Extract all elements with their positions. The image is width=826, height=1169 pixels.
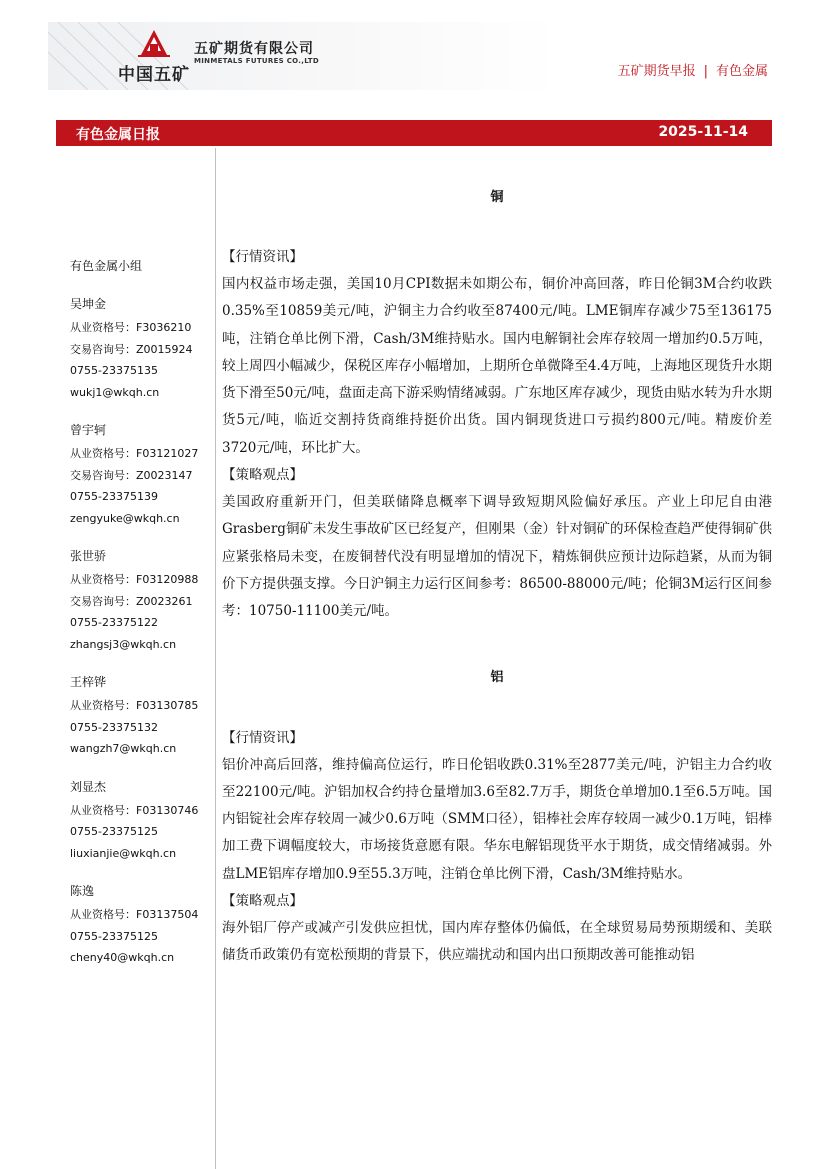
aluminum-market-heading: 【行情资讯】 [222, 729, 303, 746]
analyst-consult-no: 交易咨询号：Z0023261 [70, 594, 193, 608]
analyst-phone: 0755-23375135 [70, 364, 158, 377]
copper-strategy-text: 美国政府重新开门，但美联储降息概率下调导致短期风险偏好承压。产业上印尼自由港Grasberg铜矿未发生事故矿区已经复产，但刚果（金）针对铜矿的环保检查趋严使得铜矿供应紧张格局未变，在废铜替代没有明显增加的情况下，精炼铜供应预计边际趋紧，从而为铜价下方提供强支撑。今日沪铜主力运行区间参考：86500-88000元/吨；伦铜3M运行区间参考：10750-11100美元/吨。 [222, 494, 772, 620]
report-category: 有色金属 [715, 64, 768, 79]
analyst-phone: 0755-23375125 [70, 929, 158, 943]
analyst-name: 陈逸 [70, 884, 95, 898]
analyst-name: 张世骄 [70, 549, 107, 563]
minmetals-logo-icon [136, 28, 172, 58]
report-title: 有色金属日报 [76, 127, 160, 143]
report-date: 2025-11-14 [658, 124, 748, 140]
analyst-email[interactable]: cheny40@wkqh.cn [70, 951, 175, 964]
analyst-name: 王梓铧 [70, 675, 107, 689]
analyst-card [70, 777, 210, 865]
report-type: 五矿期货早报 [617, 64, 696, 79]
analyst-email[interactable]: liuxianjie@wkqh.cn [70, 846, 177, 860]
analyst-card [70, 420, 210, 529]
analyst-sidebar [70, 257, 210, 986]
analyst-qualification: 从业资格号：F3036210 [70, 321, 192, 334]
company-name-cn: 五矿期货有限公司 [194, 41, 314, 57]
team-name: 有色金属小组 [70, 259, 143, 273]
analyst-qualification: 从业资格号：F03121027 [70, 447, 199, 460]
analyst-email[interactable]: wangzh7@wkqh.cn [70, 742, 177, 755]
analyst-name: 吴坤金 [70, 297, 107, 311]
copper-strategy-heading: 【策略观点】 [222, 467, 303, 484]
company-name-en: MINMETALS FUTURES CO.,LTD [194, 57, 319, 65]
analyst-qualification: 从业资格号：F03130746 [70, 803, 199, 817]
analyst-card [70, 546, 210, 655]
aluminum-strategy-text: 海外铝厂停产或减产引发供应担忧，国内库存整体仍偏低，在全球贸易局势预期缓和、美联储货币政策仍有宽松预期的背景下，供应端扰动和国内出口预期改善可能推动铝 [222, 920, 772, 964]
header-separator: | [703, 64, 708, 79]
analyst-card [70, 294, 210, 403]
section-title-copper: 铜 [490, 190, 504, 205]
analyst-email[interactable]: zengyuke@wkqh.cn [70, 511, 180, 525]
report-label [618, 60, 768, 79]
analyst-phone: 0755-23375122 [70, 616, 158, 629]
main-content [222, 148, 772, 970]
analyst-card [70, 672, 210, 760]
analyst-name: 曾宇轲 [70, 423, 107, 437]
logo-text: 中国五矿 [118, 65, 190, 85]
analyst-phone: 0755-23375125 [70, 825, 158, 838]
copper-market-text: 国内权益市场走强，美国10月CPI数据未如期公布，铜价冲高回落，昨日伦铜3M合约收跌0.35%至10859美元/吨，沪铜主力合约收至87400元/吨。LME铜库存减少75至136175吨，注销仓单比例下滑，Cash/3M维持贴水。国内电解铜社会库存较周一增加约0.5万吨，较上周四小幅减少，保税区库存小幅增加，上期所仓单微降至4.4万吨，上海地区现货升水期货下滑至50元/吨，盘面走高下游采购情绪减弱。广东地区库存减少，现货由贴水转为升水期货5元/吨，临近交割持货商维持挺价出货。国内铜现货进口亏损约800元/吨。精废价差3720元/吨，环比扩大。 [222, 276, 772, 456]
copper-market-heading: 【行情资讯】 [222, 249, 303, 265]
column-divider [215, 148, 216, 1169]
title-bar [56, 120, 772, 146]
section-title-aluminum: 铝 [490, 669, 504, 685]
analyst-phone: 0755-23375139 [70, 490, 158, 503]
analyst-email[interactable]: wukj1@wkqh.cn [70, 385, 160, 399]
analyst-qualification: 从业资格号：F03120988 [70, 573, 199, 586]
analyst-phone: 0755-23375132 [70, 720, 158, 734]
analyst-consult-no: 交易咨询号：Z0023147 [70, 468, 193, 482]
analyst-consult-no: 交易咨询号：Z0015924 [70, 342, 193, 356]
analyst-qualification: 从业资格号：F03137504 [70, 908, 199, 921]
analyst-name: 刘显杰 [70, 779, 107, 794]
aluminum-market-text: 铝价冲高后回落，维持偏高位运行，昨日伦铝收跌0.31%至2877美元/吨，沪铝主力合约收至22100元/吨。沪铝加权合约持仓量增加3.6至82.7万手，期货仓单增加0.1至6.5万吨。国内铝锭社会库存较周一减少0.6万吨（SMM口径），铝棒社会库存较周一减少0.1万吨，铝棒加工费下调幅度较大，市场接货意愿有限。华东电解铝现货平水于期货，成交情绪减弱。外盘LME铝库存增加0.9至55.3万吨，注销仓单比例下滑，Cash/3M维持贴水。 [222, 756, 772, 882]
aluminum-strategy-heading: 【策略观点】 [222, 893, 303, 910]
analyst-email[interactable]: zhangsj3@wkqh.cn [70, 637, 177, 651]
analyst-card [70, 881, 210, 969]
analyst-qualification: 从业资格号：F03130785 [70, 699, 199, 712]
page-header [48, 22, 780, 90]
